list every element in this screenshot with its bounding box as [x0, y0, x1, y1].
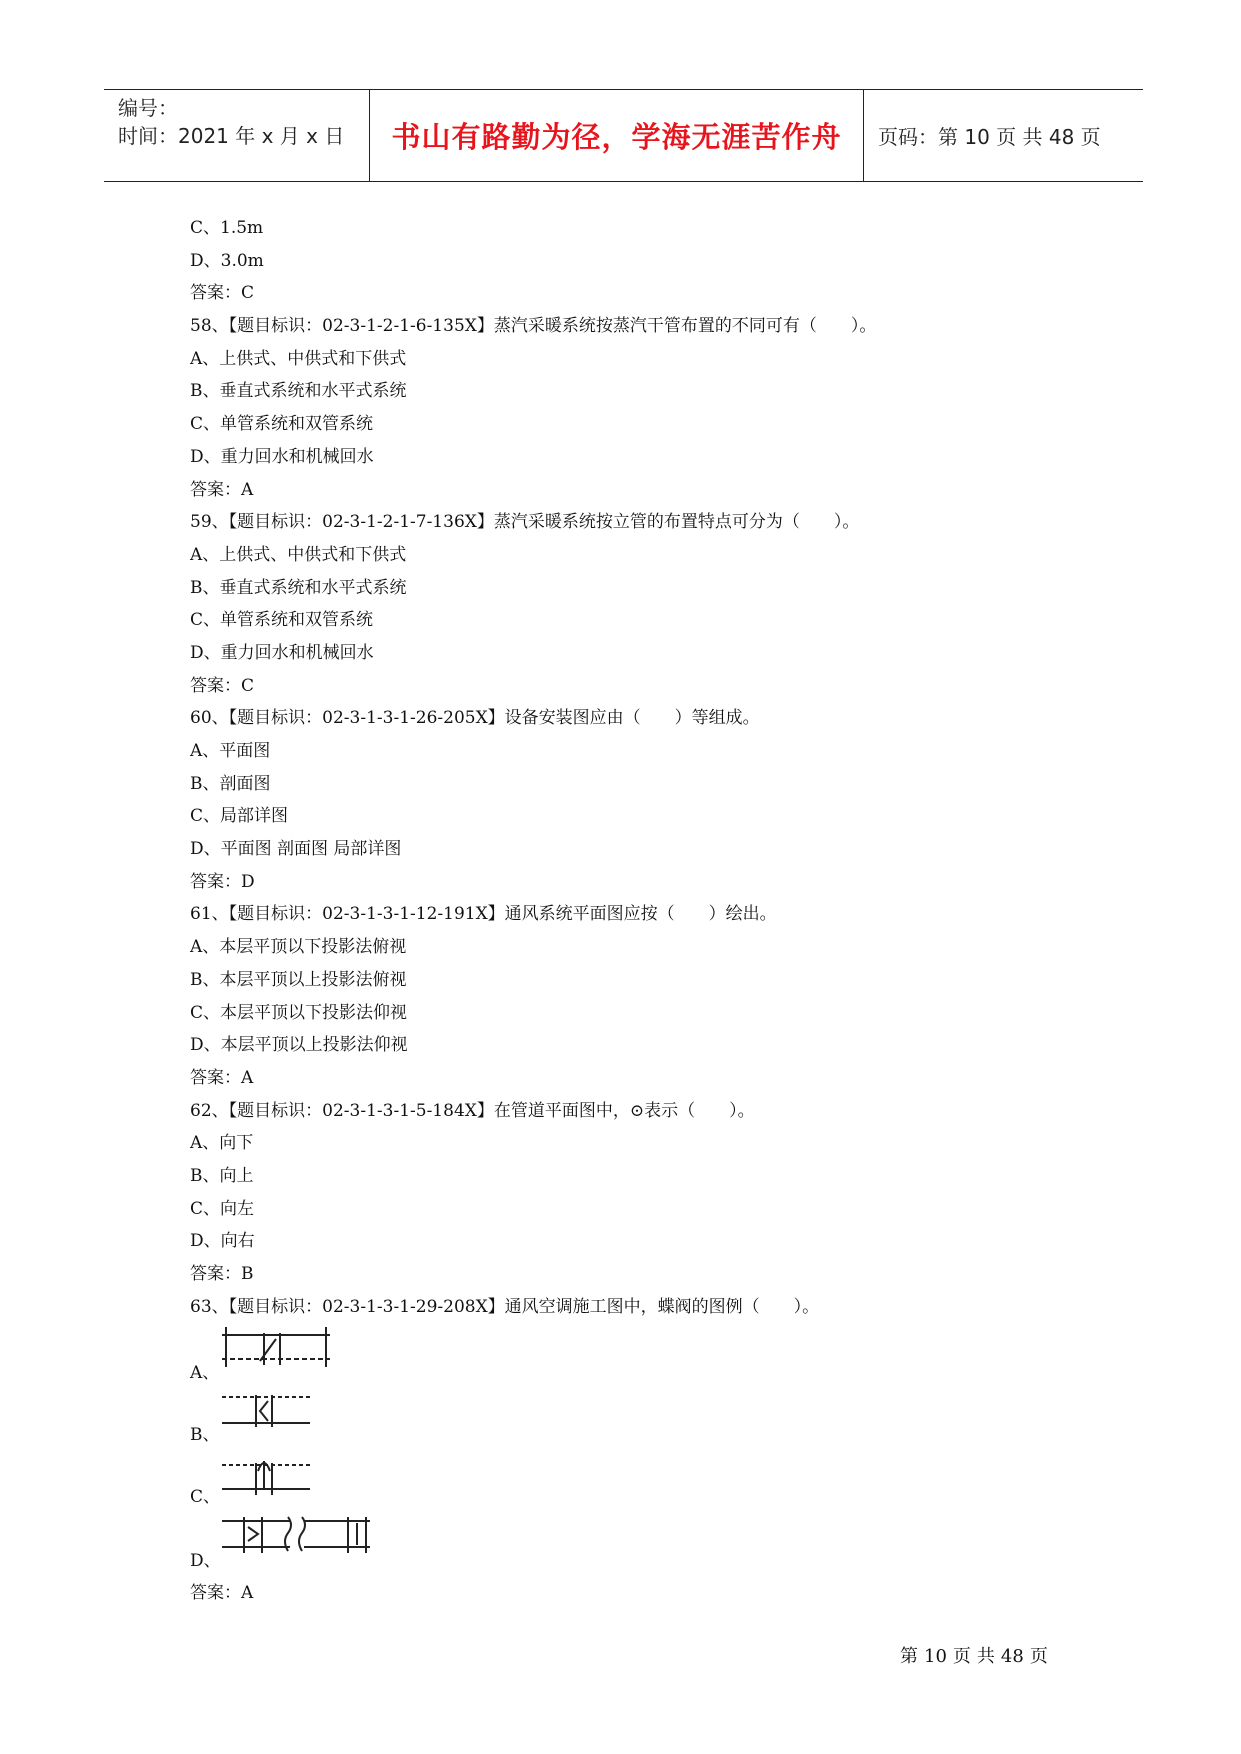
page-footer — [900, 1642, 1054, 1668]
text-line: A、上供式、中供式和下供式 — [190, 544, 407, 565]
option-label: B、 — [190, 1425, 220, 1446]
text-line: B、垂直式系统和水平式系统 — [190, 577, 407, 598]
text-line: D、3.0m — [190, 250, 264, 271]
text-line: D、重力回水和机械回水 — [190, 446, 374, 467]
option-label: C、 — [190, 1487, 221, 1508]
number-label: 编号： — [118, 96, 178, 120]
question-content — [190, 212, 1070, 1610]
text-line: 答案：C — [190, 283, 255, 304]
text-line: B、向上 — [190, 1165, 254, 1186]
time-label: 时间：2021 年 x 月 x 日 — [118, 124, 345, 148]
valve-symbol-c — [220, 1451, 320, 1499]
header-motto-cell — [369, 90, 864, 181]
option-label: A、 — [190, 1363, 220, 1384]
footer-text: 第 — [900, 1646, 918, 1667]
footer-text: 共 — [976, 1646, 995, 1667]
text-line: C、局部详图 — [190, 806, 289, 827]
symbol-option-c — [190, 1449, 1070, 1511]
symbol-option-a — [190, 1323, 1070, 1387]
question-60: 60、【题目标识：02-3-1-3-1-26-205X】设备安装图应由（ ）等组成。 — [190, 708, 760, 729]
question-59: 59、【题目标识：02-3-1-2-1-7-136X】蒸汽采暖系统按立管的布置特点可分为（ ）。 — [190, 512, 860, 533]
question-61: 61、【题目标识：02-3-1-3-1-12-191X】通风系统平面图应按（ ）绘出。 — [190, 904, 777, 925]
answer-line: 答案：A — [190, 479, 254, 500]
text-line: A、本层平顶以下投影法俯视 — [190, 937, 407, 958]
symbol-option-b — [190, 1387, 1070, 1449]
answer-line: 答案：B — [190, 1264, 254, 1284]
motto: 书山有路勤为径，学海无涯苦作舟 — [391, 120, 842, 154]
footer-page-number: 10 — [924, 1646, 947, 1667]
footer-total-pages: 48 — [1000, 1646, 1024, 1667]
text-line: B、垂直式系统和水平式系统 — [190, 381, 407, 402]
footer-text: 页 — [952, 1646, 971, 1667]
text-line: A、向下 — [190, 1133, 254, 1154]
text-line: C、本层平顶以下投影法仰视 — [190, 1002, 408, 1023]
text-line: C、单管系统和双管系统 — [190, 414, 374, 435]
text-line: D、本层平顶以上投影法仰视 — [190, 1035, 408, 1056]
header-page-cell — [864, 90, 1143, 181]
valve-symbol-b — [220, 1389, 320, 1433]
answer-line: 答案：A — [190, 1583, 254, 1604]
symbol-option-d — [190, 1511, 1070, 1575]
page-header — [104, 89, 1143, 182]
answer-line: 答案：C — [190, 675, 255, 696]
text-line: B、本层平顶以上投影法俯视 — [190, 969, 407, 990]
header-left-cell — [104, 90, 369, 181]
option-label: D、 — [190, 1551, 221, 1572]
answer-line: 答案：A — [190, 1067, 254, 1088]
text-line: C、向左 — [190, 1198, 255, 1219]
text-line: A、上供式、中供式和下供式 — [190, 348, 407, 369]
question-63: 63、【题目标识：02-3-1-3-1-29-208X】通风空调施工图中，蝶阀的图例（ ）。 — [190, 1296, 820, 1317]
text-line: C、单管系统和双管系统 — [190, 610, 374, 631]
text-line: D、向右 — [190, 1231, 255, 1252]
question-58: 58、【题目标识：02-3-1-2-1-6-135X】蒸汽采暖系统按蒸汽干管布置的不同可有（ ）。 — [190, 316, 877, 337]
answer-line: 答案：D — [190, 871, 255, 892]
question-62: 62、【题目标识：02-3-1-3-1-5-184X】在管道平面图中，⊙表示（ ）。 — [190, 1100, 755, 1121]
page-label: 页码：第 10 页 共 48 页 — [878, 125, 1101, 149]
text-line: D、重力回水和机械回水 — [190, 642, 374, 663]
footer-text: 页 — [1029, 1646, 1048, 1667]
butterfly-valve-symbol-a — [220, 1325, 340, 1369]
text-line: B、剖面图 — [190, 773, 271, 794]
text-line: A、平面图 — [190, 741, 271, 761]
text-line: D、平面图 剖面图 局部详图 — [190, 839, 402, 860]
valve-symbol-d — [220, 1513, 390, 1557]
text-line: C、1.5m — [190, 218, 264, 238]
